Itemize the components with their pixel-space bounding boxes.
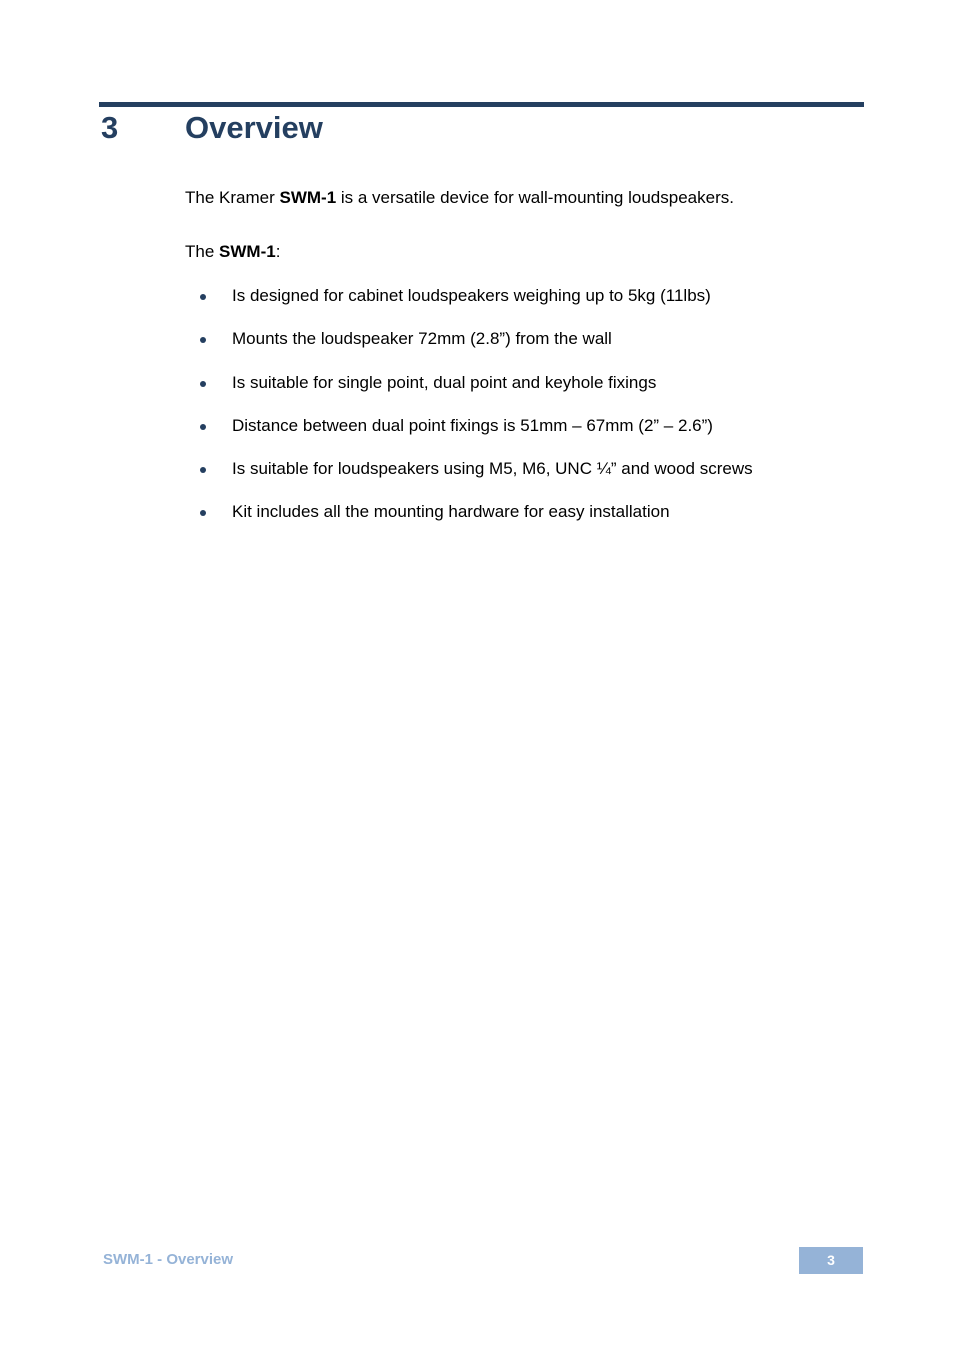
bullet-icon (200, 467, 206, 473)
list-item-text: Is designed for cabinet loudspeakers weighing up to 5kg (11lbs) (232, 286, 711, 305)
chapter-title: Overview (185, 110, 323, 145)
lead-prefix: The (185, 242, 220, 261)
bullet-icon (200, 424, 206, 430)
footer-title: SWM-1 - Overview (103, 1251, 234, 1268)
intro-product-name: SWM-1 (279, 188, 337, 207)
list-item-text: Kit includes all the mounting hardware for easy installation (232, 502, 670, 521)
page-number-badge: 3 (799, 1247, 863, 1274)
chapter-number: 3 (101, 110, 119, 145)
lead-product-name: SWM-1 (219, 242, 276, 261)
list-item (200, 372, 880, 394)
bullet-icon (200, 337, 206, 343)
list-item (200, 285, 880, 307)
bullet-icon (200, 294, 206, 300)
list-item (200, 458, 880, 480)
intro-prefix: The Kramer (185, 188, 280, 207)
intro-paragraph (185, 187, 734, 209)
lead-suffix: : (275, 242, 281, 261)
list-item-text: Mounts the loudspeaker 72mm (2.8”) from the wall (232, 329, 612, 348)
list-item-text: Is suitable for single point, dual point and keyhole fixings (232, 373, 657, 392)
lead-paragraph (185, 241, 280, 263)
intro-suffix: is a versatile device for wall-mounting loudspeakers. (336, 188, 734, 207)
list-item-text: Distance between dual point fixings is 51mm – 67mm (2” – 2.6”) (232, 416, 713, 435)
bullet-icon (200, 510, 206, 516)
bullet-icon (200, 381, 206, 387)
list-item-text: Is suitable for loudspeakers using M5, M6, UNC ¼” and wood screws (232, 459, 753, 478)
chapter-top-rule (99, 102, 864, 107)
list-item (200, 415, 880, 437)
list-item (200, 501, 880, 523)
list-item (200, 328, 880, 350)
